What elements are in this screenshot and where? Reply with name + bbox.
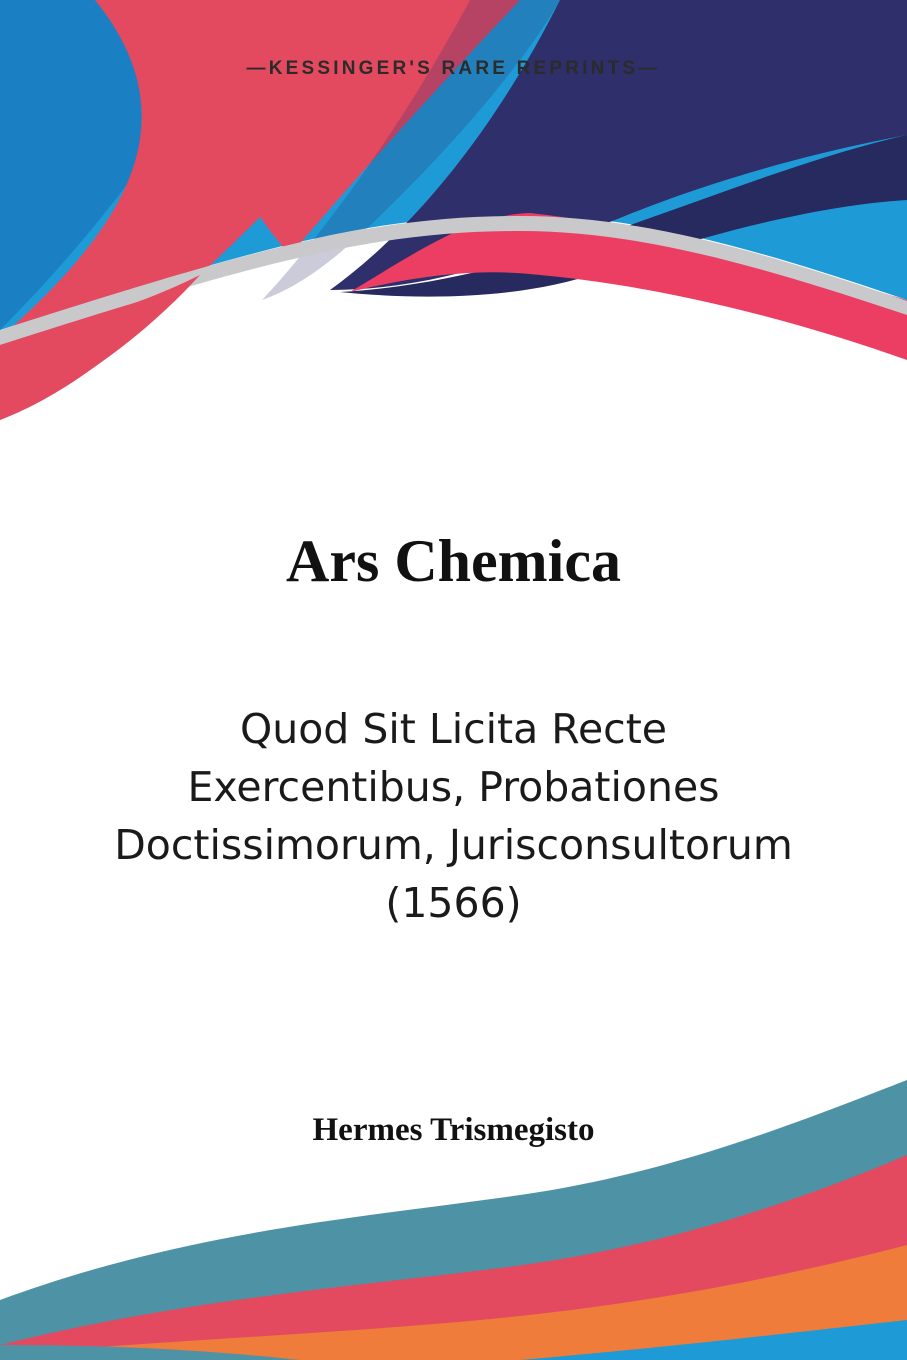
- page-subtitle: Quod Sit Licita Recte Exercentibus, Probationes Doctissimorum, Jurisconsultorum (1566): [114, 705, 793, 927]
- publisher-imprint: —KESSINGER'S RARE REPRINTS—: [246, 58, 661, 79]
- author-name: Hermes Trismegisto: [312, 1112, 595, 1148]
- page-title: Ars Chemica: [286, 528, 621, 595]
